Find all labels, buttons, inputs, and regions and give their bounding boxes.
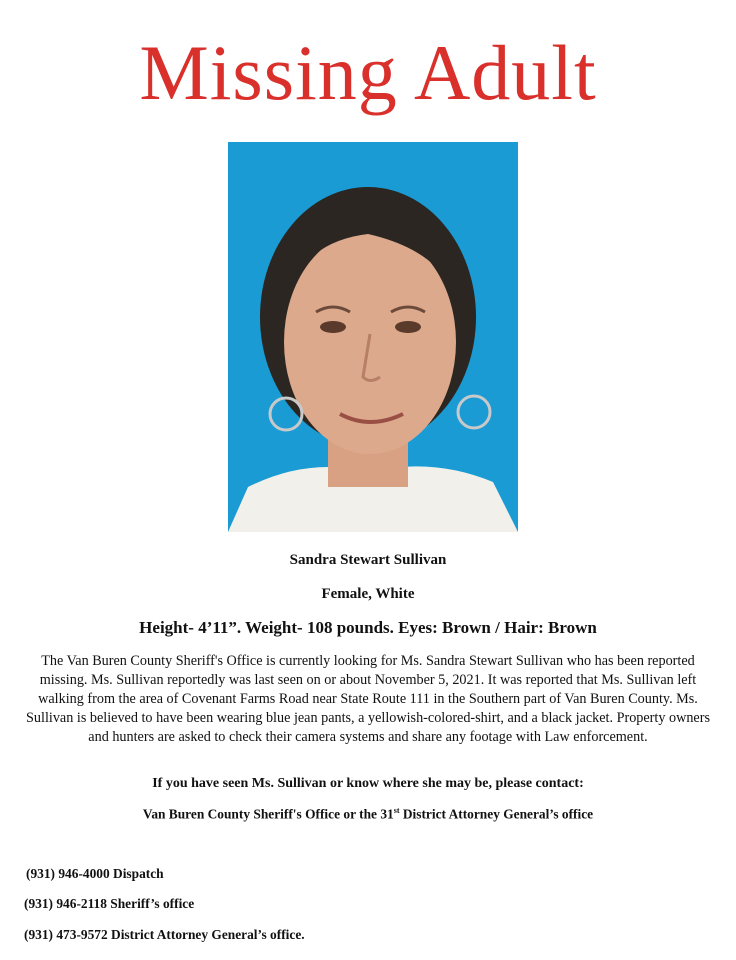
contact-request: If you have seen Ms. Sullivan or know where she may be, please contact: [152, 776, 584, 791]
contact-agencies-end: District Attorney General’s office [399, 806, 594, 822]
phone-district-attorney: (931) 473-9572 District Attorney General’s office. [24, 927, 305, 942]
flyer-title: Missing Adult [139, 29, 597, 116]
contact-agencies [0, 806, 736, 822]
phone-sheriff: (931) 946-2118 Sheriff’s office [24, 896, 195, 911]
missing-person-photo [228, 142, 518, 532]
phone-dispatch: (931) 946-4000 Dispatch [26, 866, 164, 881]
case-details-paragraph: The Van Buren County Sheriff's Office is currently looking for Ms. Sandra Stewart Sullivan who has been reported missing. Ms. Sullivan reportedly was last seen on or about November 5, 2021. It was reported that Ms. Sullivan left walking from the area of Covenant Farms Road near State Route 111 in the Southern part of Van Buren County. Ms. Sullivan is believed to have been wearing blue jean pants, a yellowish-colored-shirt, and a black jacket. Property owners and hunters are asked to check their camera systems and share any footage with Law enforcement. [26, 653, 710, 745]
person-name: Sandra Stewart Sullivan [289, 552, 447, 568]
person-sex-race: Female, White [321, 586, 415, 602]
portrait-image [228, 142, 518, 532]
person-physical-description: Height- 4’11”. Weight- 108 pounds. Eyes: Brown / Hair: Brown [139, 618, 597, 637]
ordinal-suffix: st [393, 806, 400, 815]
contact-agencies-start: Van Buren County Sheriff's Office or the 31 [142, 806, 394, 822]
